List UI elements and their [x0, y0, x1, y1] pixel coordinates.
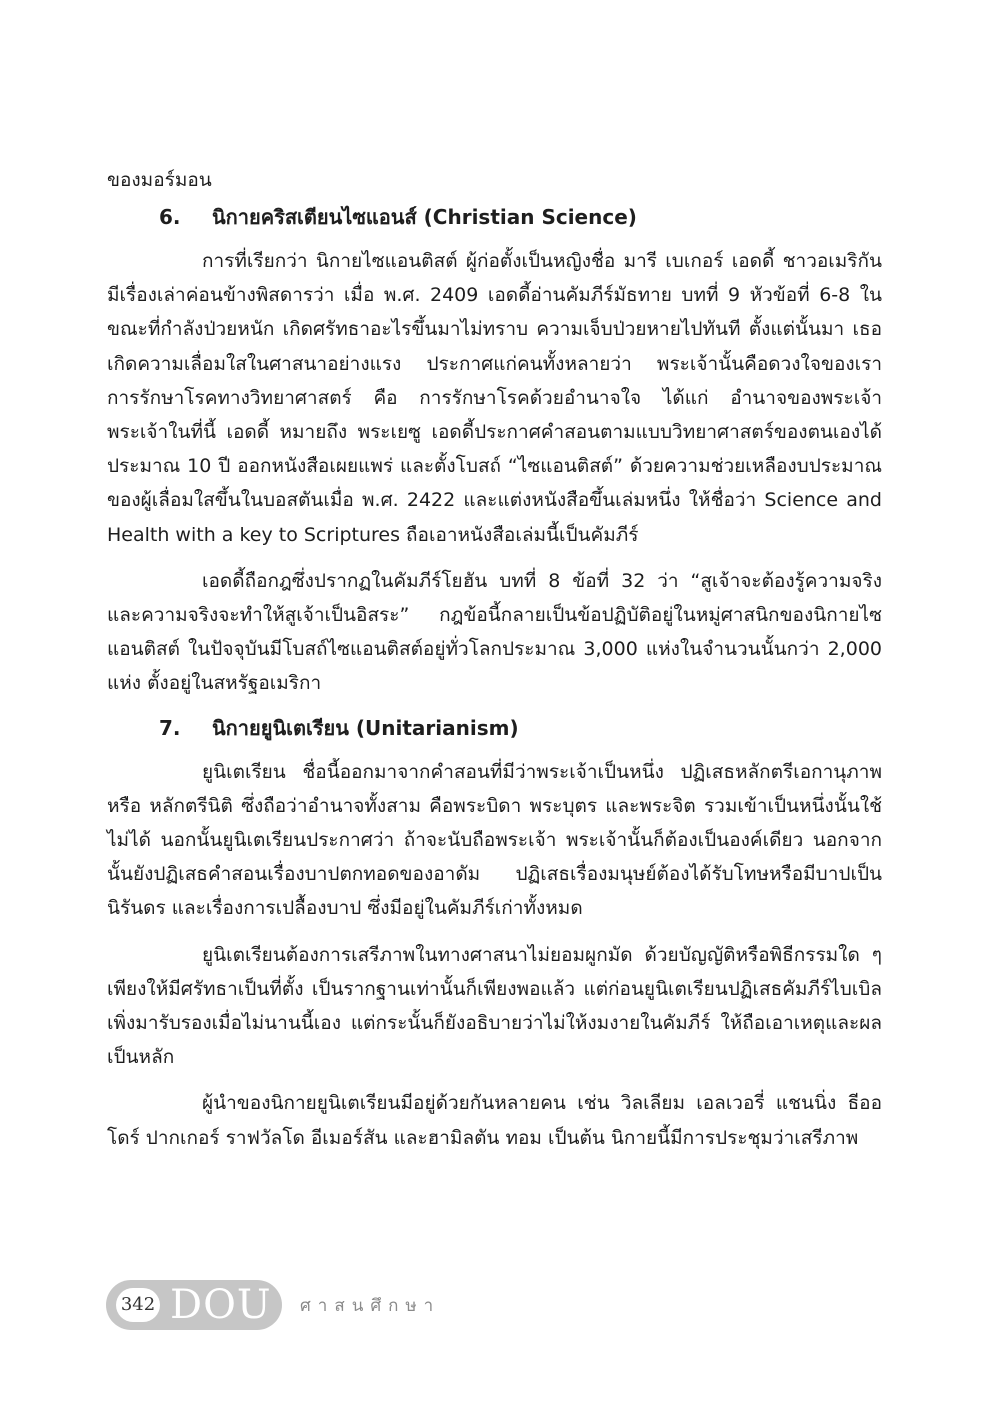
section-6-paragraph-1: การที่เรียกว่า นิกายไซแอนติสต์ ผู้ก่อตั้งเป็นหญิงชื่อ มารี เบเกอร์ เอดดี้ ชาวอเมริกัน มีเรื่องเล่าค่อนข้างพิสดารว่า เมื่อ พ.ศ. 2409 เอดดี้อ่านคัมภีร์มัธทาย บทที่ 9 หัวข้อที่ 6-8 ในขณะที่กำลังป่วยหนัก เกิดศรัทธาอะไรขึ้นมาไม่ทราบ ความเจ็บป่วยหายไปทันที ตั้งแต่นั้นมา เธอเกิดความเลื่อมใสในศาสนาอย่างแรง ประกาศแก่คนทั้งหลายว่า พระเจ้านั้นคือดวงใจของเรา การรักษาโรคทางวิทยาศาสตร์ คือ การรักษาโรคด้วยอำนาจใจ ได้แก่ อำนาจของพระเจ้า พระเจ้าในที่นี้ เอดดี้ หมายถึง พระเยซู เอดดี้ประกาศคำสอนตามแบบวิทยาศาสตร์ของตนเองได้ ประมาณ 10 ปี ออกหนังสือเผยแพร่ และตั้งโบสถ์ “ไซแอนติสต์” ด้วยความช่วยเหลืองบประมาณของผู้เลื่อมใสขึ้นในบอสตันเมื่อ พ.ศ. 2422 และแต่งหนังสือขึ้นเล่มหนึ่ง ให้ชื่อว่า Science and Health with a key to Scriptures ถือเอาหนังสือเล่มนี้เป็นคัมภีร์	[107, 250, 882, 546]
continuation-text: ของมอร์มอน	[107, 169, 212, 191]
section-7-number: 7.	[159, 715, 181, 740]
section-6-title: นิกายคริสเตียนไซแอนส์ (Christian Science)	[212, 205, 637, 229]
section-6-paragraph-2: เอดดี้ถือกฎซึ่งปรากฏในคัมภีร์โยฮัน บทที่ 8 ข้อที่ 32 ว่า “สูเจ้าจะต้องรู้ความจริง และความจริงจะทำให้สูเจ้าเป็นอิสระ” กฎข้อนี้กลายเป็นข้อปฏิบัติอยู่ในหมู่ศาสนิกของนิกายไซแอนติสต์ ในปัจจุบันมีโบสถ์ไซแอนติสต์อยู่ทั่วโลกประมาณ 3,000 แห่งในจำนวนนั้นกว่า 2,000 แห่ง ตั้งอยู่ในสหรัฐอเมริกา	[107, 569, 882, 695]
section-6-number: 6.	[159, 205, 181, 229]
section-7-paragraph-1: ยูนิเตเรียน ชื่อนี้ออกมาจากคำสอนที่มีว่าพระเจ้าเป็นหนึ่ง ปฏิเสธหลักตรีเอกานุภาพ หรือ หลักตรีนิติ ซึ่งถือว่าอำนาจทั้งสาม คือพระบิดา พระบุตร และพระจิต รวมเข้าเป็นหนึ่งนั้นใช้ไม่ได้ นอกนั้นยูนิเตเรียนประกาศว่า ถ้าจะนับถือพระเจ้า พระเจ้านั้นก็ต้องเป็นองค์เดียว นอกจากนั้นยังปฏิเสธคำสอนเรื่องบาปตกทอดของอาดัม ปฏิเสธเรื่องมนุษย์ต้องได้รับโทษหรือมีบาปเป็นนิรันดร และเรื่องการเปลื้องบาป ซึ่งมีอยู่ในคัมภีร์เก่าทั้งหมด	[107, 760, 882, 920]
footer-badge	[106, 1280, 282, 1330]
page-number: 342	[116, 1288, 160, 1322]
subject-label: ศาสนศึกษา	[300, 1295, 441, 1316]
section-7-paragraph-2: ยูนิเตเรียนต้องการเสรีภาพในทางศาสนาไม่ยอมผูกมัด ด้วยบัญญัติหรือพิธีกรรมใด ๆ เพียงให้มีศรัทธาเป็นที่ตั้ง เป็นรากฐานเท่านั้นก็เพียงพอแล้ว แต่ก่อนยูนิเตเรียนปฏิเสธคัมภีร์ไบเบิลเพิ่งมารับรองเมื่อไม่นานนี้เอง แต่กระนั้นก็ยังอธิบายว่าไม่ให้งมงายในคัมภีร์ ให้ถือเอาเหตุและผลเป็นหลัก	[107, 943, 882, 1069]
section-6-heading	[107, 202, 882, 232]
section-7-paragraph-3: ผู้นำของนิกายยูนิเตเรียนมีอยู่ด้วยกันหลายคน เช่น วิลเลียม เอลเวอรี่ แชนนิ่ง ธีออโดร์ ปากเกอร์ ราฟวัลโด อีเมอร์สัน และฮามิลตัน ทอม เป็นต้น นิกายนี้มีการประชุมว่าเสรีภาพ	[107, 1092, 882, 1149]
page-body	[107, 165, 882, 1167]
page-footer	[106, 1280, 440, 1330]
section-7-heading	[107, 713, 882, 743]
section-7-title: นิกายยูนิเตเรียน (Unitarianism)	[212, 715, 519, 740]
brand-logo: DOU	[170, 1282, 272, 1328]
